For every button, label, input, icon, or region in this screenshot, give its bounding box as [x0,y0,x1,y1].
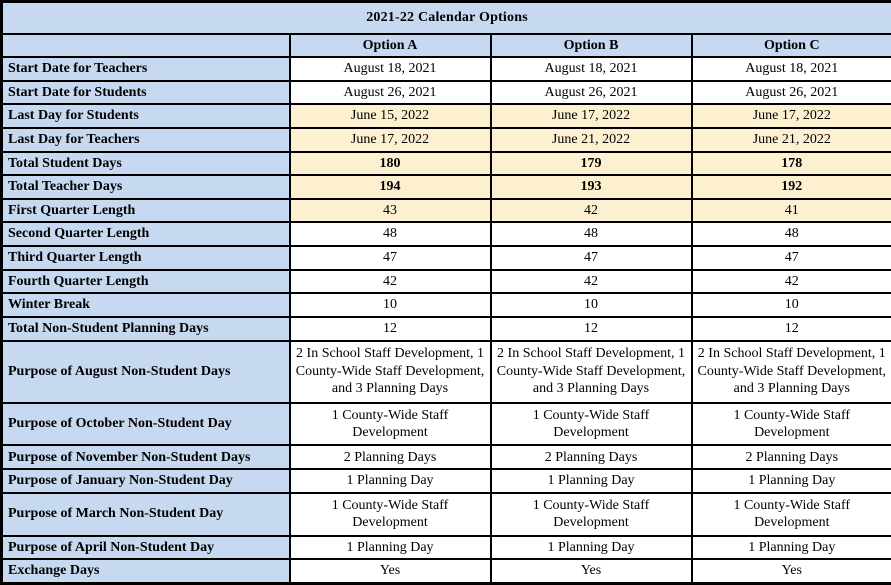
column-header-row [2,34,891,57]
table-cell-option-c: Yes [692,559,891,583]
row-label: Purpose of April Non-Student Day [2,536,290,560]
row-label: Start Date for Teachers [2,57,290,81]
row-label: Purpose of March Non-Student Day [2,493,290,536]
table-cell-option-c: August 18, 2021 [692,57,891,81]
table-cell-option-b: 1 County-Wide Staff Development [491,493,692,536]
table-row [2,128,891,152]
table-row [2,493,891,536]
table-cell-option-a: 180 [290,152,491,176]
table-cell-option-c: 10 [692,293,891,317]
corner-header-cell [2,34,290,57]
row-label: Total Student Days [2,152,290,176]
row-label: First Quarter Length [2,199,290,223]
table-cell-option-a: June 15, 2022 [290,104,491,128]
table-row [2,175,891,199]
table-cell-option-b: 1 County-Wide Staff Development [491,403,692,446]
table-cell-option-c: 1 County-Wide Staff Development [692,403,891,446]
table-cell-option-c: 192 [692,175,891,199]
table-row [2,270,891,294]
table-row [2,104,891,128]
table-cell-option-b: Yes [491,559,692,583]
row-label: Total Teacher Days [2,175,290,199]
table-cell-option-a: 1 County-Wide Staff Development [290,493,491,536]
table-row [2,559,891,583]
row-label: Winter Break [2,293,290,317]
table-cell-option-a: 1 Planning Day [290,469,491,493]
row-label: Third Quarter Length [2,246,290,270]
table-row [2,81,891,105]
table-cell-option-c: August 26, 2021 [692,81,891,105]
row-label: Total Non-Student Planning Days [2,317,290,341]
column-header-option-b: Option B [491,34,692,57]
table-row [2,246,891,270]
table-cell-option-a: Yes [290,559,491,583]
table-cell-option-c: 41 [692,199,891,223]
table-cell-option-c: 42 [692,270,891,294]
table-cell-option-c: 1 Planning Day [692,536,891,560]
table-cell-option-c: 2 Planning Days [692,445,891,469]
row-label: Last Day for Students [2,104,290,128]
table-cell-option-b: 48 [491,222,692,246]
table-cell-option-a: August 18, 2021 [290,57,491,81]
table-cell-option-c: June 17, 2022 [692,104,891,128]
row-label: Start Date for Students [2,81,290,105]
table-row [2,152,891,176]
row-label: Exchange Days [2,559,290,583]
table-cell-option-a: 194 [290,175,491,199]
table-cell-option-a: 42 [290,270,491,294]
row-label: Last Day for Teachers [2,128,290,152]
table-row [2,469,891,493]
table-cell-option-b: August 26, 2021 [491,81,692,105]
table-cell-option-a: June 17, 2022 [290,128,491,152]
table-cell-option-a: 12 [290,317,491,341]
table-cell-option-c: 12 [692,317,891,341]
title-row [2,2,891,35]
table-cell-option-b: 12 [491,317,692,341]
table-cell-option-a: 47 [290,246,491,270]
table-cell-option-a: 2 In School Staff Development, 1 County-Wide Staff Development, and 3 Planning Days [290,341,491,403]
table-cell-option-b: 193 [491,175,692,199]
table-cell-option-a: 48 [290,222,491,246]
table-cell-option-b: August 18, 2021 [491,57,692,81]
table-cell-option-c: 1 Planning Day [692,469,891,493]
table-cell-option-b: 47 [491,246,692,270]
table-cell-option-b: June 17, 2022 [491,104,692,128]
table-cell-option-b: 1 Planning Day [491,469,692,493]
column-header-option-a: Option A [290,34,491,57]
table-cell-option-b: 2 Planning Days [491,445,692,469]
table-body [2,57,891,584]
table-cell-option-a: August 26, 2021 [290,81,491,105]
table-cell-option-c: 1 County-Wide Staff Development [692,493,891,536]
table-row [2,57,891,81]
table-cell-option-a: 1 County-Wide Staff Development [290,403,491,446]
table-cell-option-a: 2 Planning Days [290,445,491,469]
table-cell-option-b: 179 [491,152,692,176]
row-label: Purpose of January Non-Student Day [2,469,290,493]
table-cell-option-c: June 21, 2022 [692,128,891,152]
table-row [2,536,891,560]
table-row [2,222,891,246]
table-cell-option-b: 1 Planning Day [491,536,692,560]
table-row [2,317,891,341]
column-header-option-c: Option C [692,34,891,57]
page-title: 2021-22 Calendar Options [2,2,891,35]
row-label: Purpose of August Non-Student Days [2,341,290,403]
table-cell-option-b: 42 [491,199,692,223]
table-cell-option-b: June 21, 2022 [491,128,692,152]
row-label: Second Quarter Length [2,222,290,246]
table-row [2,199,891,223]
row-label: Purpose of October Non-Student Day [2,403,290,446]
table-cell-option-c: 47 [692,246,891,270]
table-row [2,341,891,403]
row-label: Fourth Quarter Length [2,270,290,294]
table-cell-option-c: 48 [692,222,891,246]
table-cell-option-a: 1 Planning Day [290,536,491,560]
table-cell-option-c: 178 [692,152,891,176]
table-row [2,293,891,317]
table-cell-option-b: 2 In School Staff Development, 1 County-Wide Staff Development, and 3 Planning Days [491,341,692,403]
row-label: Purpose of November Non-Student Days [2,445,290,469]
table-cell-option-b: 10 [491,293,692,317]
table-cell-option-a: 43 [290,199,491,223]
table-cell-option-c: 2 In School Staff Development, 1 County-Wide Staff Development, and 3 Planning Days [692,341,891,403]
table-row [2,445,891,469]
table-cell-option-b: 42 [491,270,692,294]
table-row [2,403,891,446]
table-cell-option-a: 10 [290,293,491,317]
